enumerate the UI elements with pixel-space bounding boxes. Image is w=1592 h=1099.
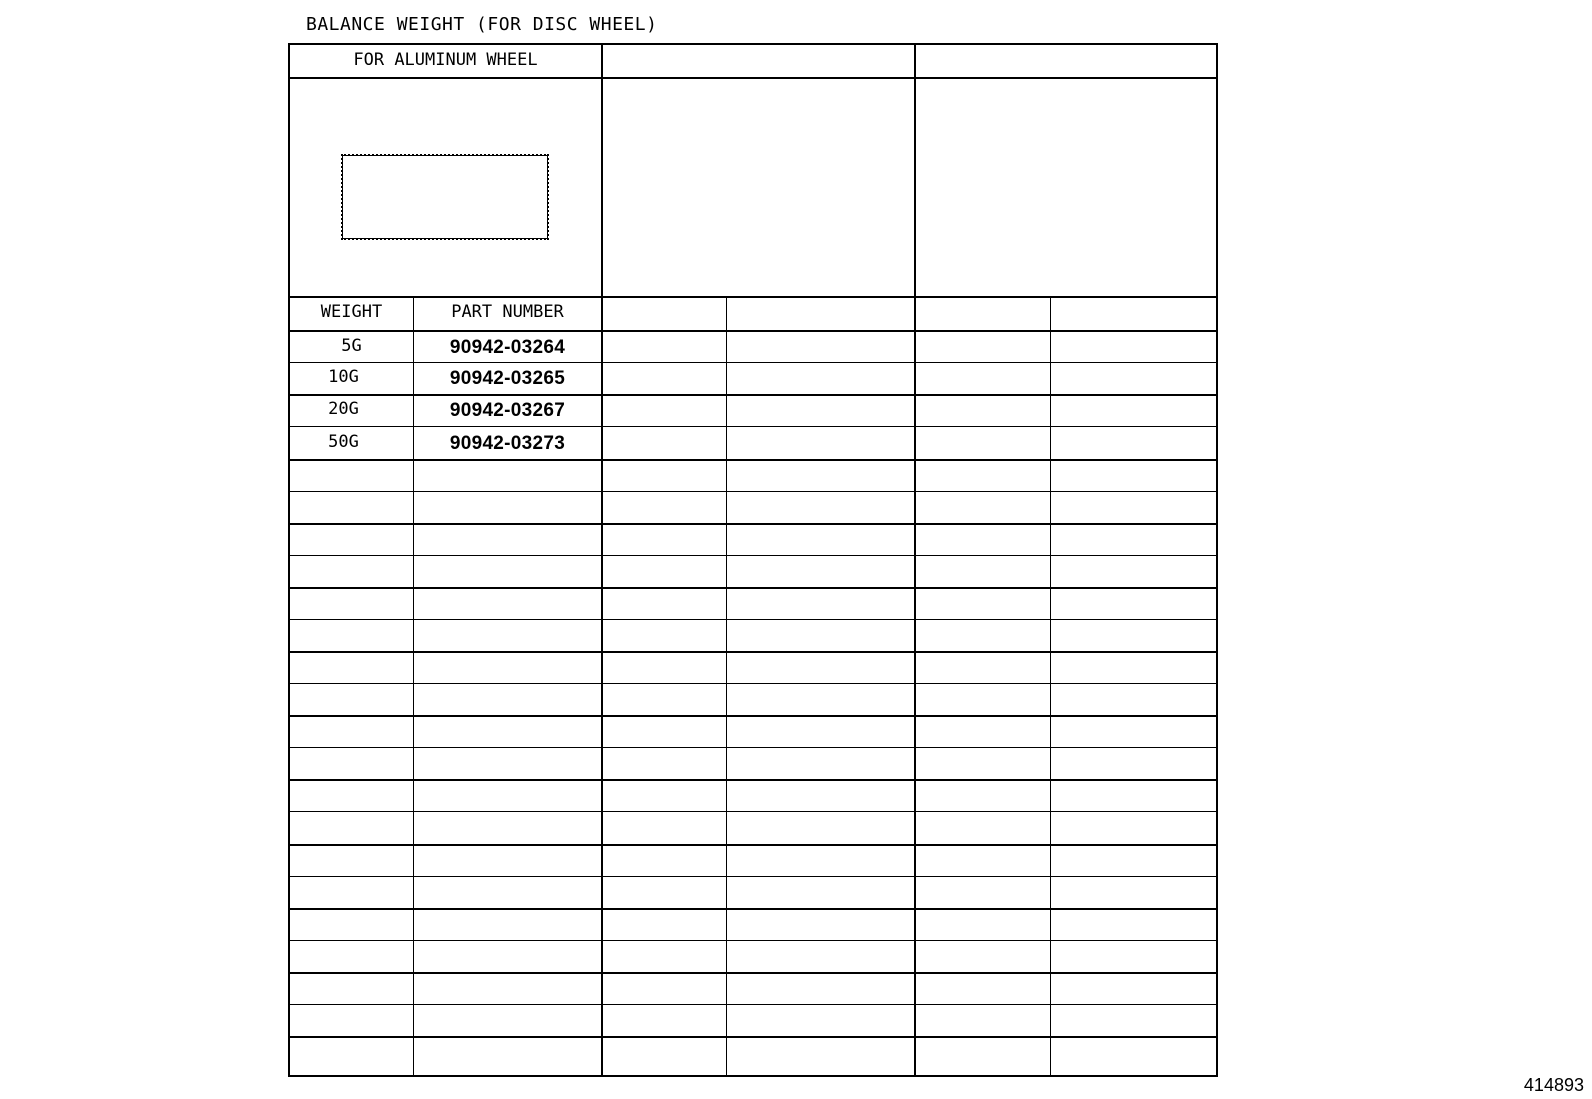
table-row-line	[288, 940, 1218, 941]
column-divider-2	[914, 43, 916, 1077]
table-row-line	[288, 651, 1218, 653]
table-row-line	[288, 459, 1218, 461]
table-row-line	[288, 1036, 1218, 1038]
header-separator	[288, 77, 1218, 79]
table-row-line	[288, 330, 1218, 332]
weight-cell: 50G	[328, 432, 359, 452]
weight-column-label: WEIGHT	[320, 302, 383, 322]
subcolumn-divider-2	[726, 296, 727, 1077]
column-divider-1	[601, 43, 603, 1077]
table-row-line	[288, 972, 1218, 974]
diagram-title: BALANCE WEIGHT (FOR DISC WHEEL)	[306, 14, 658, 35]
table-row-line	[288, 1004, 1218, 1005]
table-row-line	[288, 394, 1218, 396]
table-row-line	[288, 715, 1218, 717]
illustration-reference-number: 414893	[1523, 1075, 1584, 1095]
table-row-line	[288, 683, 1218, 684]
illustration-separator	[288, 296, 1218, 298]
part-number-column-label: PART NUMBER	[451, 302, 564, 322]
table-row-line	[288, 426, 1218, 427]
table-row-line	[288, 587, 1218, 589]
balance-weight-illustration	[341, 154, 549, 240]
column-header-aluminum-wheel: FOR ALUMINUM WHEEL	[353, 50, 538, 70]
table-row-line	[288, 362, 1218, 363]
weight-cell: 5G	[341, 336, 362, 356]
part-number-cell: 90942-03273	[449, 433, 566, 454]
part-number-cell: 90942-03267	[449, 400, 566, 421]
part-number-cell: 90942-03265	[449, 368, 566, 389]
table-row-line	[288, 844, 1218, 846]
table-row-line	[288, 491, 1218, 492]
table-row-line	[288, 619, 1218, 620]
subcolumn-divider-3	[1050, 296, 1051, 1077]
table-row-line	[288, 555, 1218, 556]
weight-cell: 20G	[328, 399, 359, 419]
table-row-line	[288, 523, 1218, 525]
table-row-line	[288, 876, 1218, 877]
weight-cell: 10G	[328, 367, 359, 387]
table-row-line	[288, 747, 1218, 748]
table-row-line	[288, 908, 1218, 910]
part-number-cell: 90942-03264	[449, 337, 566, 358]
table-row-line	[288, 811, 1218, 812]
table-row-line	[288, 779, 1218, 781]
